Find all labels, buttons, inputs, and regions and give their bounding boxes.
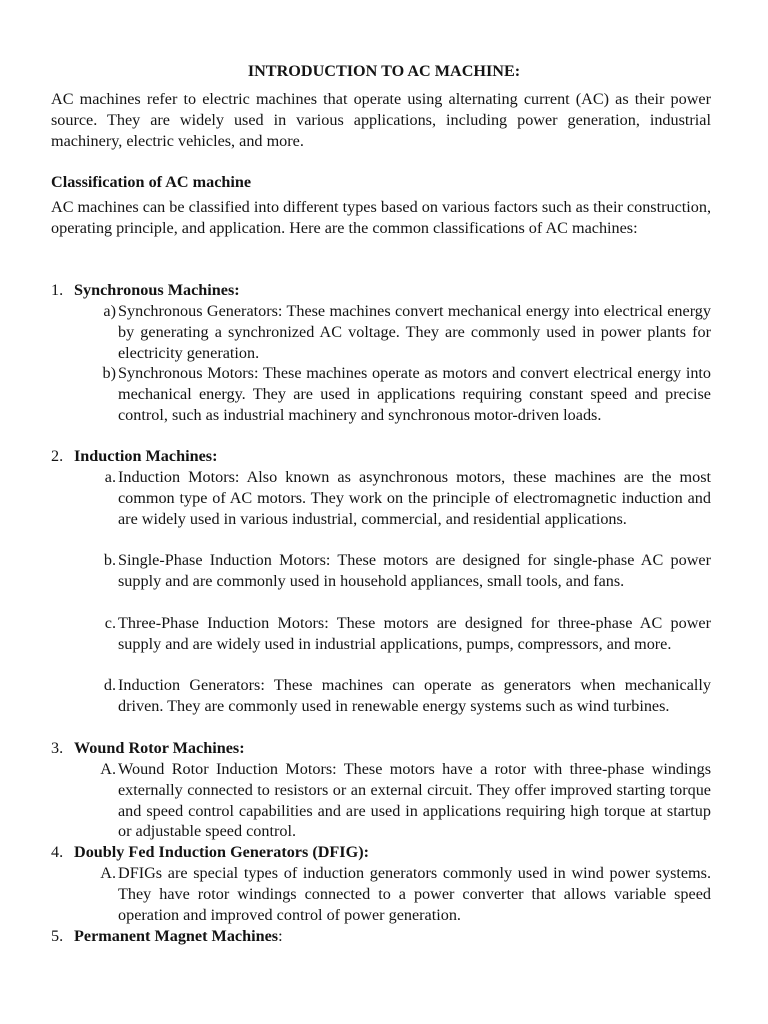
section-induction-machines: [51, 446, 711, 467]
list-marker: c.: [104, 614, 116, 632]
classification-heading: Classification of AC machine: [51, 173, 252, 191]
list-item-text: Three-Phase Induction Motors: These motors are designed for three-phase AC power supply and are widely used in industrial applications, pumps, compressors, and more.: [118, 614, 711, 653]
section-synchronous-machines: [51, 280, 711, 301]
section-label-suffix: :: [278, 927, 283, 945]
list-item: [100, 759, 711, 842]
list-item: [104, 613, 711, 655]
list-marker: d.: [103, 676, 116, 694]
classification-intro-paragraph: AC machines can be classified into different types based on various factors such as their construction, operating principle, and application. Here are the common classifications of AC machines:: [51, 198, 711, 237]
section-number: 1.: [51, 281, 64, 299]
intro-paragraph: AC machines refer to electric machines that operate using alternating current (AC) as their power source. They are widely used in various applications, including power generation, industrial machinery, electric vehicles, and more.: [51, 90, 711, 150]
section-label: Synchronous Machines:: [74, 281, 240, 299]
list-item-text: Synchronous Motors: These machines operate as motors and convert electrical energy into mechanical energy. They are used in applications requiring constant speed and precise control, such as industrial machinery and synchronous motor-driven loads.: [118, 364, 711, 424]
list-marker: A.: [100, 864, 116, 882]
section-number: 2.: [51, 447, 64, 465]
section-number: 4.: [51, 843, 64, 861]
list-marker: A.: [100, 760, 116, 778]
section-label: Wound Rotor Machines:: [74, 739, 245, 757]
list-item-text: Induction Generators: These machines can operate as generators when mechanically driven. They are commonly used in renewable energy systems such as wind turbines.: [118, 676, 711, 715]
list-marker: a.: [104, 468, 116, 486]
section-wound-rotor-machines: [51, 738, 711, 759]
list-item: [103, 675, 711, 717]
list-item: [103, 550, 711, 592]
section-number: 3.: [51, 739, 64, 757]
list-item: [100, 863, 711, 925]
section-dfig: [51, 842, 711, 863]
list-item-text: Wound Rotor Induction Motors: These motors have a rotor with three-phase windings externally connected to resistors or an external circuit. They offer improved starting torque and speed control capabilities and are used in applications requiring high torque at startup or adjustable speed control.: [118, 760, 711, 841]
section-number: 5.: [51, 927, 64, 945]
section-label: Permanent Magnet Machines: [74, 927, 279, 945]
list-item: [102, 363, 711, 425]
list-item: [104, 467, 711, 529]
list-item-text: Induction Motors: Also known as asynchronous motors, these machines are the most common type of AC motors. They work on the principle of electromagnetic induction and are widely used in various industrial, commercial, and residential applications.: [118, 468, 711, 528]
section-label: Induction Machines:: [74, 447, 218, 465]
section-label: Doubly Fed Induction Generators (DFIG):: [74, 843, 369, 861]
section-permanent-magnet-machines: [51, 926, 711, 947]
list-marker: b.: [103, 551, 116, 569]
list-item-text: Single-Phase Induction Motors: These motors are designed for single-phase AC power supply and are commonly used in household appliances, small tools, and fans.: [118, 551, 711, 590]
list-item: [103, 301, 711, 363]
list-marker: a): [103, 302, 116, 320]
list-marker: b): [102, 364, 116, 382]
list-item-text: Synchronous Generators: These machines convert mechanical energy into electrical energy by generating a synchronized AC voltage. They are commonly used in power plants for electricity generation.: [118, 302, 711, 362]
list-item-text: DFIGs are special types of induction generators commonly used in wind power systems. They have rotor windings connected to a power converter that allows variable speed operation and improved control of power generation.: [118, 864, 711, 924]
page-title: INTRODUCTION TO AC MACHINE:: [247, 62, 521, 80]
